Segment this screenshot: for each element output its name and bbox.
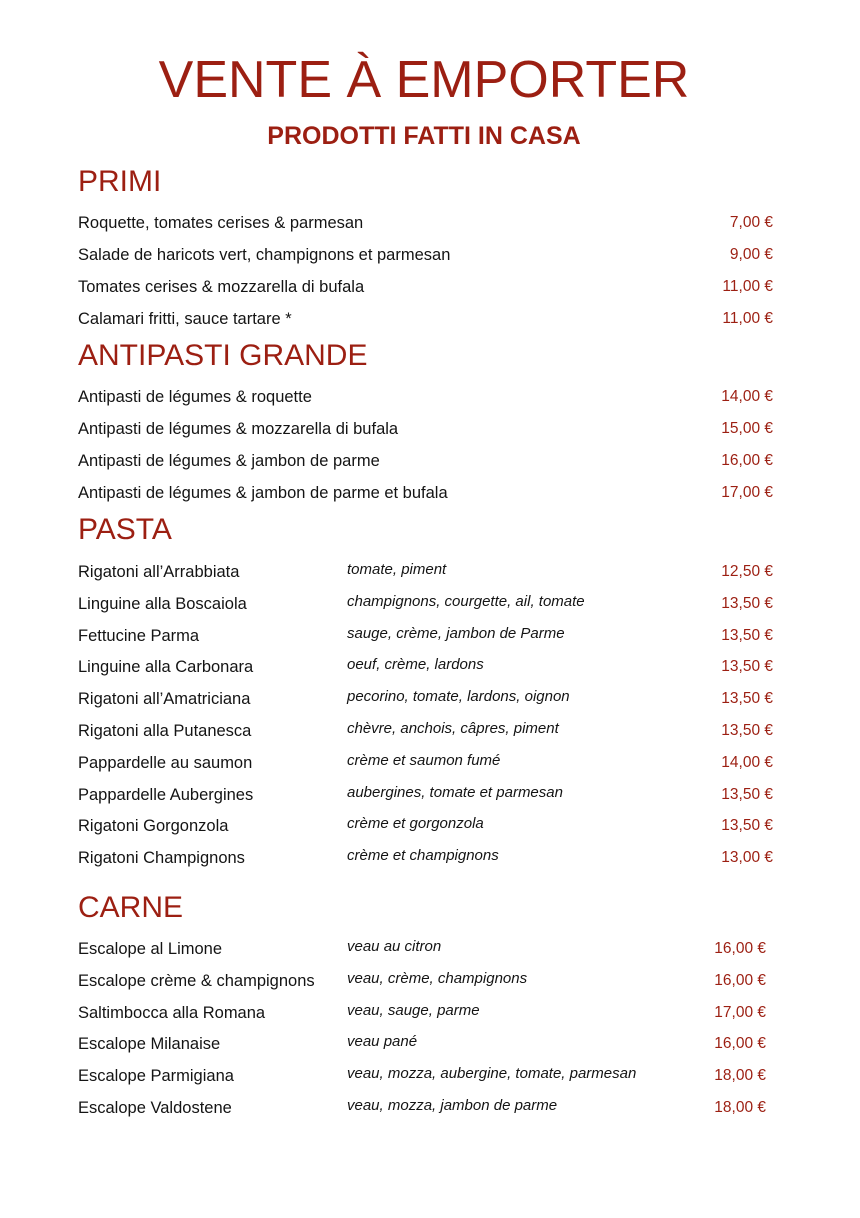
menu-item	[78, 276, 773, 302]
menu-item	[78, 720, 773, 746]
item-description: aubergines, tomate et parmesan	[347, 783, 563, 801]
item-price: 13,50 €	[721, 626, 773, 644]
item-name: Rigatoni Champignons	[78, 849, 245, 868]
section-title: PASTA	[78, 513, 172, 546]
item-description: champignons, courgette, ail, tomate	[347, 592, 585, 610]
menu-item	[78, 212, 773, 238]
menu-item	[78, 656, 773, 682]
menu-item	[78, 1097, 766, 1123]
item-name: Pappardelle au saumon	[78, 753, 253, 772]
item-price: 17,00 €	[721, 484, 773, 501]
item-name: Escalope al Limone	[78, 940, 223, 958]
item-price: 12,50 €	[721, 563, 773, 580]
menu-item	[78, 1033, 766, 1059]
item-name: Antipasti de légumes & mozzarella di bufala	[78, 420, 399, 438]
item-name: Escalope Parmigiana	[78, 1067, 234, 1086]
menu-item	[78, 938, 766, 964]
item-description: chèvre, anchois, câpres, piment	[347, 720, 559, 737]
page-subtitle: PRODOTTI FATTI IN CASA	[267, 122, 581, 150]
item-description: oeuf, crème, lardons	[347, 656, 484, 674]
item-name: Linguine alla Carbonara	[78, 658, 254, 677]
menu-item	[78, 308, 773, 334]
item-name: Fettucine Parma	[78, 626, 200, 645]
item-description: sauge, crème, jambon de Parme	[347, 624, 565, 642]
item-description: crème et gorgonzola	[347, 815, 484, 833]
item-name: Rigatoni all’Amatriciana	[78, 690, 251, 709]
item-name: Roquette, tomates cerises & parmesan	[78, 214, 364, 232]
item-name: Antipasti de légumes & jambon de parme et bufala	[78, 484, 448, 502]
item-price: 17,00 €	[714, 1003, 766, 1021]
menu-item	[78, 450, 773, 476]
item-price: 13,50 €	[721, 594, 773, 612]
item-price: 16,00 €	[714, 940, 766, 957]
item-price: 15,00 €	[721, 420, 773, 437]
item-price: 18,00 €	[714, 1067, 766, 1085]
menu-item	[78, 561, 773, 587]
item-price: 16,00 €	[721, 452, 773, 469]
menu-item	[78, 1065, 766, 1091]
menu-item	[78, 625, 773, 651]
section-title: PRIMI	[78, 165, 162, 198]
item-price: 13,00 €	[721, 849, 773, 867]
menu-item	[78, 593, 773, 619]
item-name: Saltimbocca alla Romana	[78, 1003, 266, 1022]
item-price: 14,00 €	[721, 388, 773, 405]
item-price: 18,00 €	[714, 1099, 766, 1116]
item-price: 11,00 €	[722, 278, 773, 295]
item-price: 13,50 €	[721, 722, 773, 739]
menu-item	[78, 386, 773, 412]
item-price: 7,00 €	[729, 214, 773, 231]
item-description: veau, crème, champignons	[347, 969, 528, 987]
menu-item	[78, 1002, 766, 1028]
item-price: 13,50 €	[721, 658, 773, 676]
item-name: Linguine alla Boscaiola	[78, 594, 247, 613]
item-name: Escalope Milanaise	[78, 1035, 221, 1054]
page-title: VENTE À EMPORTER	[158, 51, 690, 109]
item-name: Escalope Valdostene	[78, 1099, 232, 1117]
section-title: ANTIPASTI GRANDE	[78, 339, 368, 372]
item-name: Rigatoni all’Arrabbiata	[78, 563, 240, 581]
menu-item	[78, 688, 773, 714]
item-name: Rigatoni Gorgonzola	[78, 817, 229, 836]
item-price: 13,50 €	[721, 817, 773, 835]
item-description: veau au citron	[347, 938, 442, 955]
item-name: Antipasti de légumes & roquette	[78, 388, 312, 406]
item-description: crème et champignons	[347, 847, 499, 865]
item-description: pecorino, tomate, lardons, oignon	[347, 688, 570, 706]
menu-item	[78, 970, 766, 996]
section-title: CARNE	[78, 891, 184, 924]
menu-item	[78, 784, 773, 810]
item-name: Tomates cerises & mozzarella di bufala	[78, 278, 365, 296]
item-name: Antipasti de légumes & jambon de parme	[78, 452, 380, 470]
item-name: Escalope crème & champignons	[78, 971, 315, 990]
item-name: Calamari fritti, sauce tartare *	[78, 310, 292, 328]
item-description: veau pané	[347, 1033, 418, 1051]
item-price: 13,50 €	[721, 785, 773, 803]
item-description: tomate, piment	[347, 561, 447, 578]
item-name: Pappardelle Aubergines	[78, 785, 254, 804]
item-price: 16,00 €	[714, 1035, 766, 1053]
menu-item	[78, 847, 773, 873]
menu-item	[78, 815, 773, 841]
item-description: veau, mozza, aubergine, tomate, parmesan	[347, 1065, 637, 1083]
menu-item	[78, 482, 773, 508]
item-description: veau, sauge, parme	[347, 1001, 480, 1019]
item-price: 14,00 €	[721, 753, 773, 771]
item-name: Salade de haricots vert, champignons et parmesan	[78, 246, 451, 264]
item-price: 11,00 €	[722, 310, 773, 327]
item-description: crème et saumon fumé	[347, 751, 501, 769]
item-name: Rigatoni alla Putanesca	[78, 722, 252, 740]
menu-item	[78, 418, 773, 444]
item-price: 9,00 €	[729, 246, 773, 263]
item-price: 16,00 €	[714, 971, 766, 989]
item-description: veau, mozza, jambon de parme	[347, 1097, 558, 1114]
menu-item	[78, 244, 773, 270]
menu-item	[78, 752, 773, 778]
item-price: 13,50 €	[721, 690, 773, 708]
